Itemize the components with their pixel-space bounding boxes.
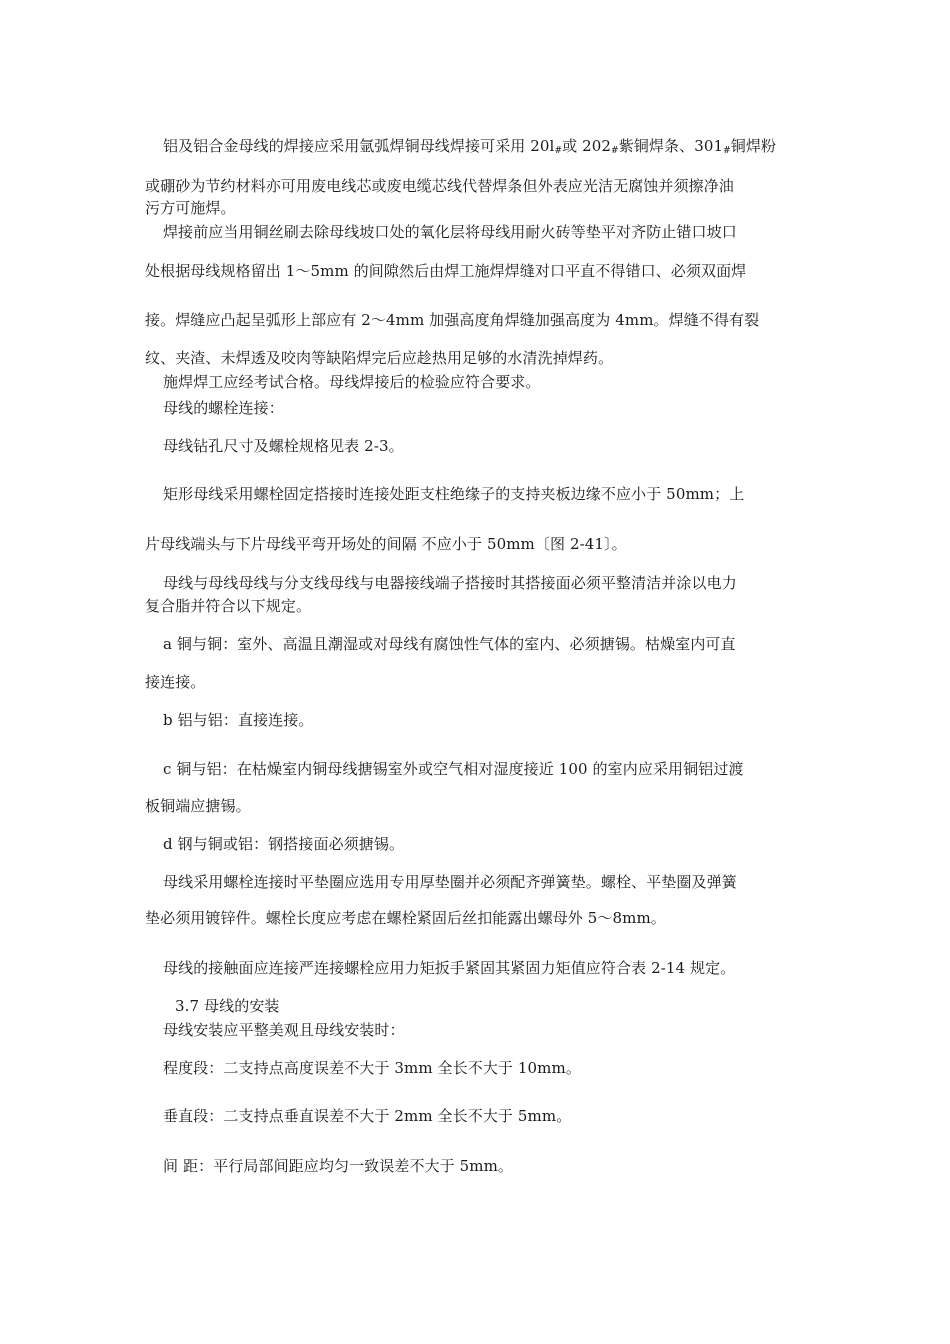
paragraph-line: 母线钻孔尺寸及螺栓规格见表 2-3。 [163, 437, 404, 455]
paragraph-line: 母线采用螺栓连接时平垫圈应选用专用厚垫圈并必须配齐弹簧垫。螺栓、平垫圈及弹簧 [163, 873, 737, 891]
list-item-line: a 铜与铜：室外、高温且潮湿或对母线有腐蚀性气体的室内、必须搪锡。枯燥室内可直 [163, 635, 736, 653]
paragraph-line: 垫必须用镀锌件。螺栓长度应考虑在螺栓紧固后丝扣能露出螺母外 5～8mm。 [145, 909, 666, 927]
paragraph-line: 母线与母线母线与分支线母线与电器接线端子搭接时其搭接面必须平整清洁并涂以电力 [163, 574, 737, 592]
list-item-line: d 钢与铜或铝：钢搭接面必须搪锡。 [163, 835, 405, 853]
section-heading: 3.7 母线的安装 [175, 997, 280, 1015]
paragraph-line: 处根据母线规格留出 1～5mm 的间隙然后由焊工施焊焊缝对口平直不得错口、必须双面焊 [145, 262, 747, 280]
paragraph-line: 母线的螺栓连接： [163, 399, 284, 417]
paragraph-line: 焊接前应当用铜丝刷去除母线坡口处的氧化层将母线用耐火砖等垫平对齐防止错口坡口 [163, 223, 737, 241]
paragraph-line: 或硼砂为节约材料亦可用废电线芯或废电缆芯线代替焊条但外表应光洁无腐蚀并须擦净油 [145, 177, 734, 195]
list-item-line: 板铜端应搪锡。 [145, 797, 251, 815]
paragraph-line: 施焊焊工应经考试合格。母线焊接后的检验应符合要求。 [163, 373, 541, 391]
spec-line: 程度段：二支持点高度误差不大于 3mm 全长不大于 10mm。 [163, 1059, 581, 1077]
paragraph-line: 矩形母线采用螺栓固定搭接时连接处距支柱绝缘子的支持夹板边缘不应小于 50mm；上 [163, 485, 745, 503]
paragraph-line: 母线的接触面应连接严连接螺栓应用力矩扳手紧固其紧固力矩值应符合表 2-14 规定。 [163, 959, 736, 977]
paragraph-line: 纹、夹渣、未焊透及咬肉等缺陷焊完后应趁热用足够的水清洗掉焊药。 [145, 349, 614, 367]
spec-line: 间 距：平行局部间距应均匀一致误差不大于 5mm。 [163, 1157, 514, 1175]
paragraph-line: 母线安装应平整美观且母线安装时： [163, 1021, 405, 1039]
list-item-line: b 铝与铝：直接连接。 [163, 711, 314, 729]
spec-line: 垂直段：二支持点垂直误差不大于 2mm 全长不大于 5mm。 [163, 1107, 572, 1125]
paragraph-line: 污方可施焊。 [145, 199, 236, 217]
paragraph-line: 接。焊缝应凸起呈弧形上部应有 2～4mm 加强高度角焊缝加强高度为 4mm。焊缝不得有裂 [145, 311, 760, 329]
paragraph-line: 片母线端头与下片母线平弯开场处的间隔 不应小于 50mm〔图 2-41〕。 [145, 535, 627, 553]
paragraph-line: 复合脂并符合以下规定。 [145, 597, 312, 615]
list-item-line: 接连接。 [145, 673, 206, 691]
list-item-line: c 铜与铝：在枯燥室内铜母线搪锡室外或空气相对湿度接近 100 的室内应采用铜铝过渡 [163, 760, 744, 778]
paragraph-line: 铝及铝合金母线的焊接应采用氩弧焊铜母线焊接可采用 20l#或 202#紫铜焊条、301#铜焊粉 [163, 137, 777, 156]
